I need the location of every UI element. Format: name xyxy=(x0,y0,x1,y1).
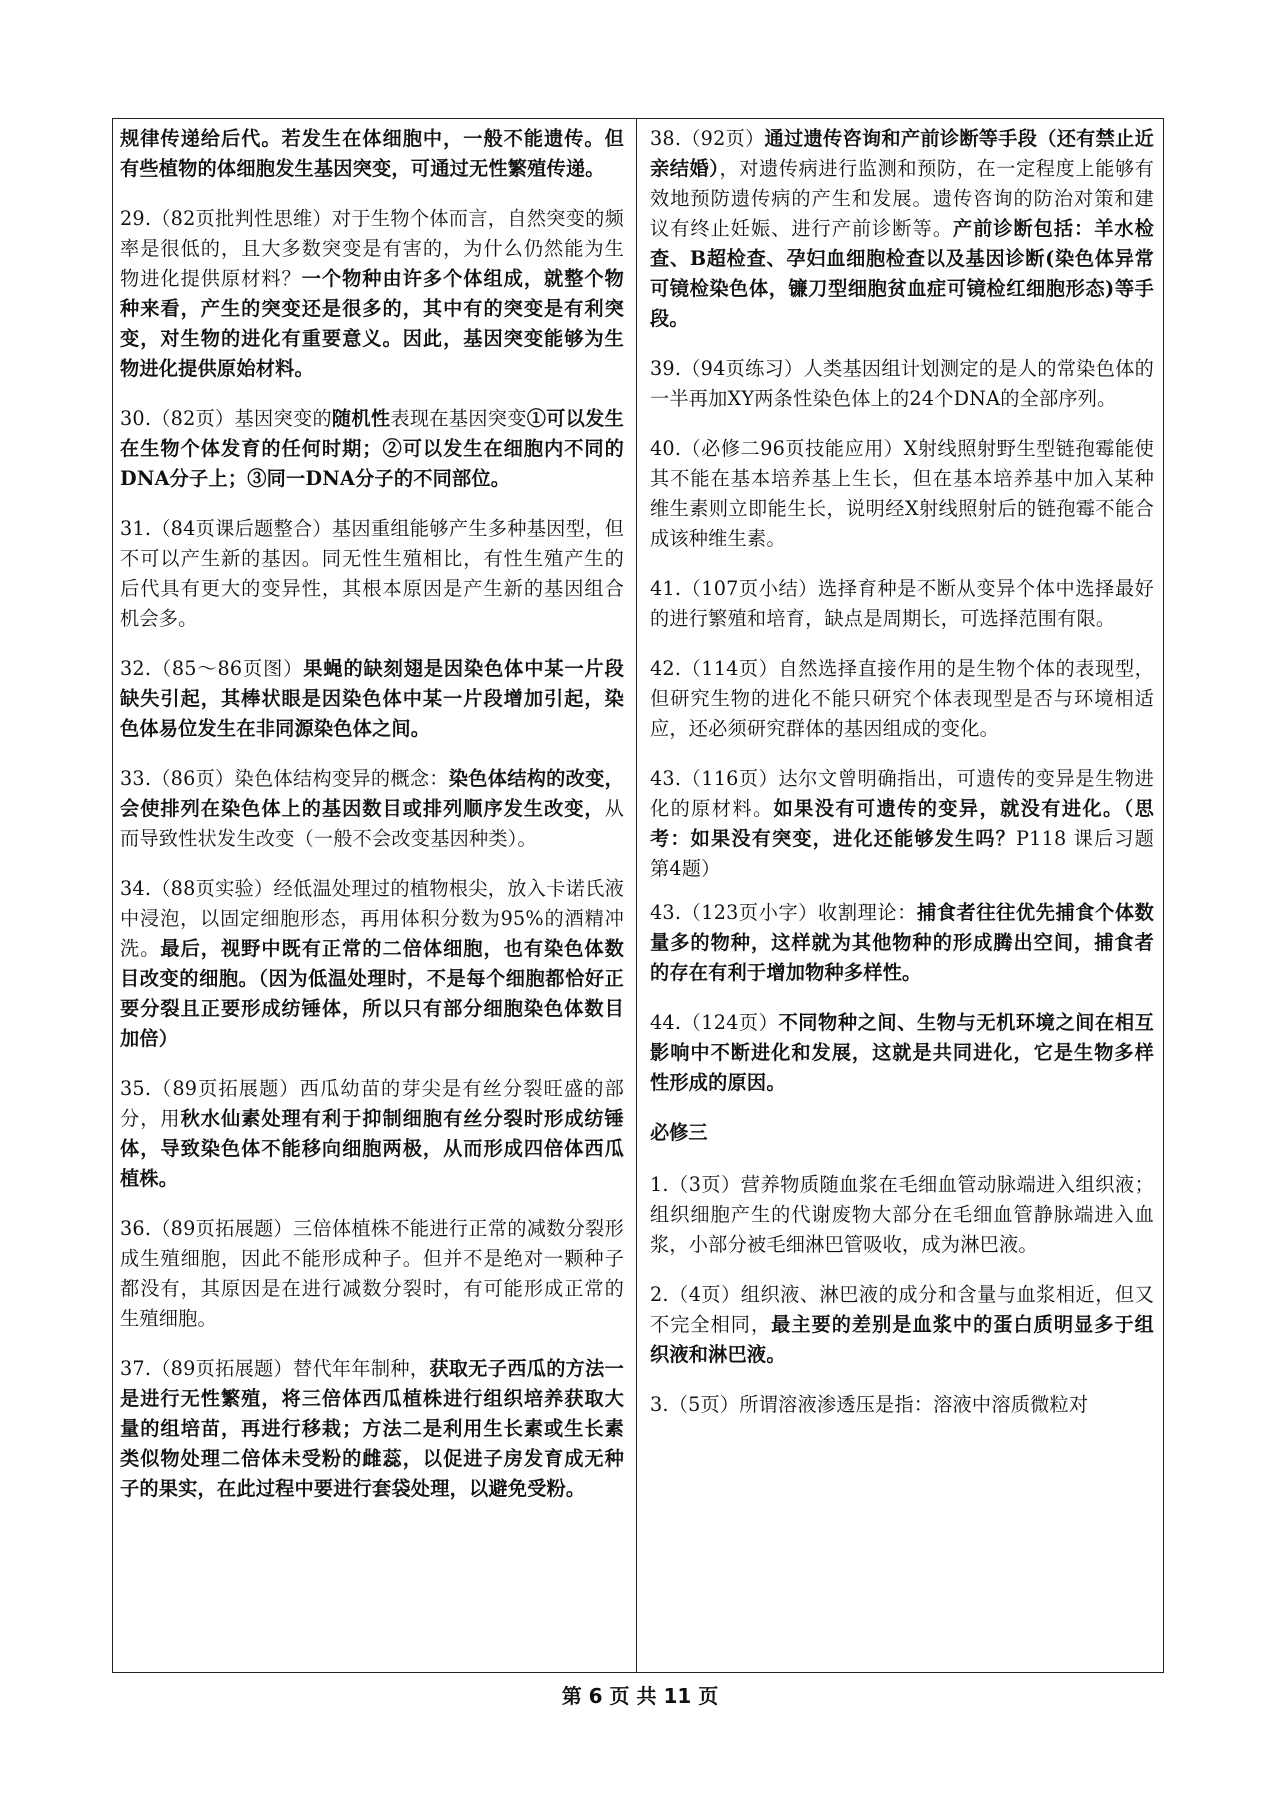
para-text-bold: 一个物种由许多个体组成，就整个物种来看，产生的突变还是很多的，其中有的突变是有利突变，对生物的进化有重要意义。因此，基因突变能够为生物进化提供原始材料。 xyxy=(120,267,624,380)
para-text: 规律传递给后代。若发生在体细胞中，一般不能遗传。但有些植物的体细胞发生基因突变，可通过无性繁殖传递。 xyxy=(120,127,624,180)
para-35 xyxy=(120,1074,624,1194)
para-text: 33.（86页）染色体结构变异的概念： xyxy=(120,767,449,790)
para-31 xyxy=(120,514,624,634)
para-32 xyxy=(120,654,624,744)
column-divider xyxy=(636,118,637,1673)
para-text-bold: 最后，视野中既有正常的二倍体细胞，也有染色体数目改变的细胞。（因为低温处理时，不是每个细胞都恰好正要分裂且正要形成纺锤体，所以只有部分细胞染色体数目加倍） xyxy=(120,937,624,1050)
para-text-bold: 最主要的差别是血浆中的蛋白质明显多于组织液和淋巴液。 xyxy=(650,1313,1154,1366)
para-43-a xyxy=(650,764,1154,884)
para-text: 表现在基因突变 xyxy=(390,407,527,430)
para-s2 xyxy=(650,1280,1154,1370)
para-37 xyxy=(120,1354,624,1504)
para-text: ，对遗传病进行监测和预防，在一定程度上能够有效地预防遗传病的产生和发展。遗传咨询的防治对策和建议有终止妊娠、进行产前诊断等。 xyxy=(650,157,1155,240)
para-44 xyxy=(650,1008,1154,1098)
para-30 xyxy=(120,404,624,494)
para-text: 1.（3页）营养物质随血浆在毛细血管动脉端进入组织液；组织细胞产生的代谢废物大部分在毛细血管静脉端进入血浆，小部分被毛细淋巴管吸收，成为淋巴液。 xyxy=(650,1173,1154,1256)
para-text-bold: ①可以发生在生物个体发育的任何时期；②可以发生在细胞内不同的DNA分子上；③同一DNA分子的不同部位。 xyxy=(120,407,624,490)
page-number-footer: 第 6 页 共 11 页 xyxy=(561,1684,719,1708)
para-33 xyxy=(120,764,624,854)
para-text: 39.（94页练习）人类基因组计划测定的是人的常染色体的一半再加XY两条性染色体上的24个DNA的全部序列。 xyxy=(650,357,1154,410)
right-column xyxy=(650,124,1154,1440)
para-43-b xyxy=(650,898,1154,988)
para-text-bold: 随机性 xyxy=(331,407,391,430)
para-s1 xyxy=(650,1170,1154,1260)
para-34 xyxy=(120,874,624,1054)
para-text: 42.（114页）自然选择直接作用的是生物个体的表现型，但研究生物的进化不能只研究个体表现型是否与环境相适应，还必须研究群体的基因组成的变化。 xyxy=(650,657,1154,740)
para-text-bold: 捕食者往往优先捕食个体数量多的物种，这样就为其他物种的形成腾出空间，捕食者的存在有利于增加物种多样性。 xyxy=(650,901,1154,984)
para-29 xyxy=(120,204,624,384)
para-text-bold: 秋水仙素处理有利于抑制细胞有丝分裂时形成纺锤体，导致染色体不能移向细胞两极，从而形成四倍体西瓜植株。 xyxy=(120,1107,624,1190)
para-text: 3.（5页）所谓溶液渗透压是指：溶液中溶质微粒对 xyxy=(650,1393,1089,1416)
para-text: 34.（88页实验）经低温处理过的植物根尖，放入卡诺氏液中浸泡，以固定细胞形态，再用体积分数为95%的酒精冲洗。 xyxy=(120,877,624,960)
para-text: 31.（84页课后题整合）基因重组能够产生多种基因型，但不可以产生新的基因。同无性生殖相比，有性生殖产生的后代具有更大的变异性，其根本原因是产生新的基因组合机会多。 xyxy=(120,517,624,630)
para-text: 43.（123页小字）收割理论： xyxy=(650,901,917,924)
para-text: 43.（116页）达尔文曾明确指出，可遗传的变异是生物进化的原材料。 xyxy=(650,767,1154,820)
para-text-bold: 获取无子西瓜的方法一是进行无性繁殖，将三倍体西瓜植株进行组织培养获取大量的组培苗，再进行移栽；方法二是利用生长素或生长素类似物处理二倍体未受粉的雌蕊，以促进子房发育成无种子的果实，在此过程中要进行套袋处理，以避免受粉。 xyxy=(120,1357,625,1500)
para-42 xyxy=(650,654,1154,744)
para-text-bold: 果蝇的缺刻翅是因染色体中某一片段缺失引起，其棒状眼是因染色体中某一片段增加引起，染色体易位发生在非同源染色体之间。 xyxy=(120,657,625,740)
para-text-bold: 染色体结构的改变，会使排列在染色体上的基因数目或排列顺序发生改变， xyxy=(120,767,624,820)
para-text-bold: 产前诊断包括：羊水检查、B超检查、孕妇血细胞检查以及基因诊断(染色体异常可镜检染色体，镰刀型细胞贫血症可镜检红细胞形态)等手段。 xyxy=(650,217,1155,330)
para-continued xyxy=(120,124,624,184)
para-text: 从而导致性状发生改变（一般不会改变基因种类）。 xyxy=(120,797,624,850)
section-heading: 必修三 xyxy=(650,1121,708,1144)
para-38 xyxy=(650,124,1154,334)
para-36 xyxy=(120,1214,624,1334)
left-column xyxy=(120,124,624,1524)
para-text: 30.（82页）基因突变的 xyxy=(120,407,332,430)
para-text: 32.（85～86页图） xyxy=(120,657,304,680)
para-text: 35.（89页拓展题）西瓜幼苗的芽尖是有丝分裂旺盛的部分，用 xyxy=(120,1077,624,1130)
para-text: 36.（89页拓展题）三倍体植株不能进行正常的减数分裂形成生殖细胞，因此不能形成种子。但并不是绝对一颗种子都没有，其原因是在进行减数分裂时，有可能形成正常的生殖细胞。 xyxy=(120,1217,624,1330)
para-text-bold: 如果没有可遗传的变异，就没有进化。（思考：如果没有突变，进化还能够发生吗？ xyxy=(650,797,1155,850)
para-text: 41.（107页小结）选择育种是不断从变异个体中选择最好的进行繁殖和培育，缺点是周期长，可选择范围有限。 xyxy=(650,577,1154,630)
para-text: 2.（4页）组织液、淋巴液的成分和含量与血浆相近，但又不完全相同， xyxy=(650,1283,1154,1336)
para-text-bold: 通过遗传咨询和产前诊断等手段（还有禁止近亲结婚） xyxy=(650,127,1155,180)
para-41 xyxy=(650,574,1154,634)
para-text: 38.（92页） xyxy=(650,127,765,150)
para-39 xyxy=(650,354,1154,414)
para-text: 44.（124页） xyxy=(650,1011,779,1034)
para-40 xyxy=(650,434,1154,554)
para-text-bold: 不同物种之间、生物与无机环境之间在相互影响中不断进化和发展，这就是共同进化，它是生物多样性形成的原因。 xyxy=(650,1011,1154,1094)
para-text: 37.（89页拓展题）替代年年制种， xyxy=(120,1357,430,1380)
para-text: 40.（必修二96页技能应用）X射线照射野生型链孢霉能使其不能在基本培养基上生长，但在基本培养基中加入某种维生素则立即能生长，说明经X射线照射后的链孢霉不能合成该种维生素。 xyxy=(650,437,1154,550)
para-text: P118 课后习题 第4题） xyxy=(650,827,1154,880)
para-s3 xyxy=(650,1390,1154,1420)
para-text: 29.（82页批判性思维）对于生物个体而言，自然突变的频率是很低的，且大多数突变是有害的，为什么仍然能为生物进化提供原材料？ xyxy=(120,207,624,290)
